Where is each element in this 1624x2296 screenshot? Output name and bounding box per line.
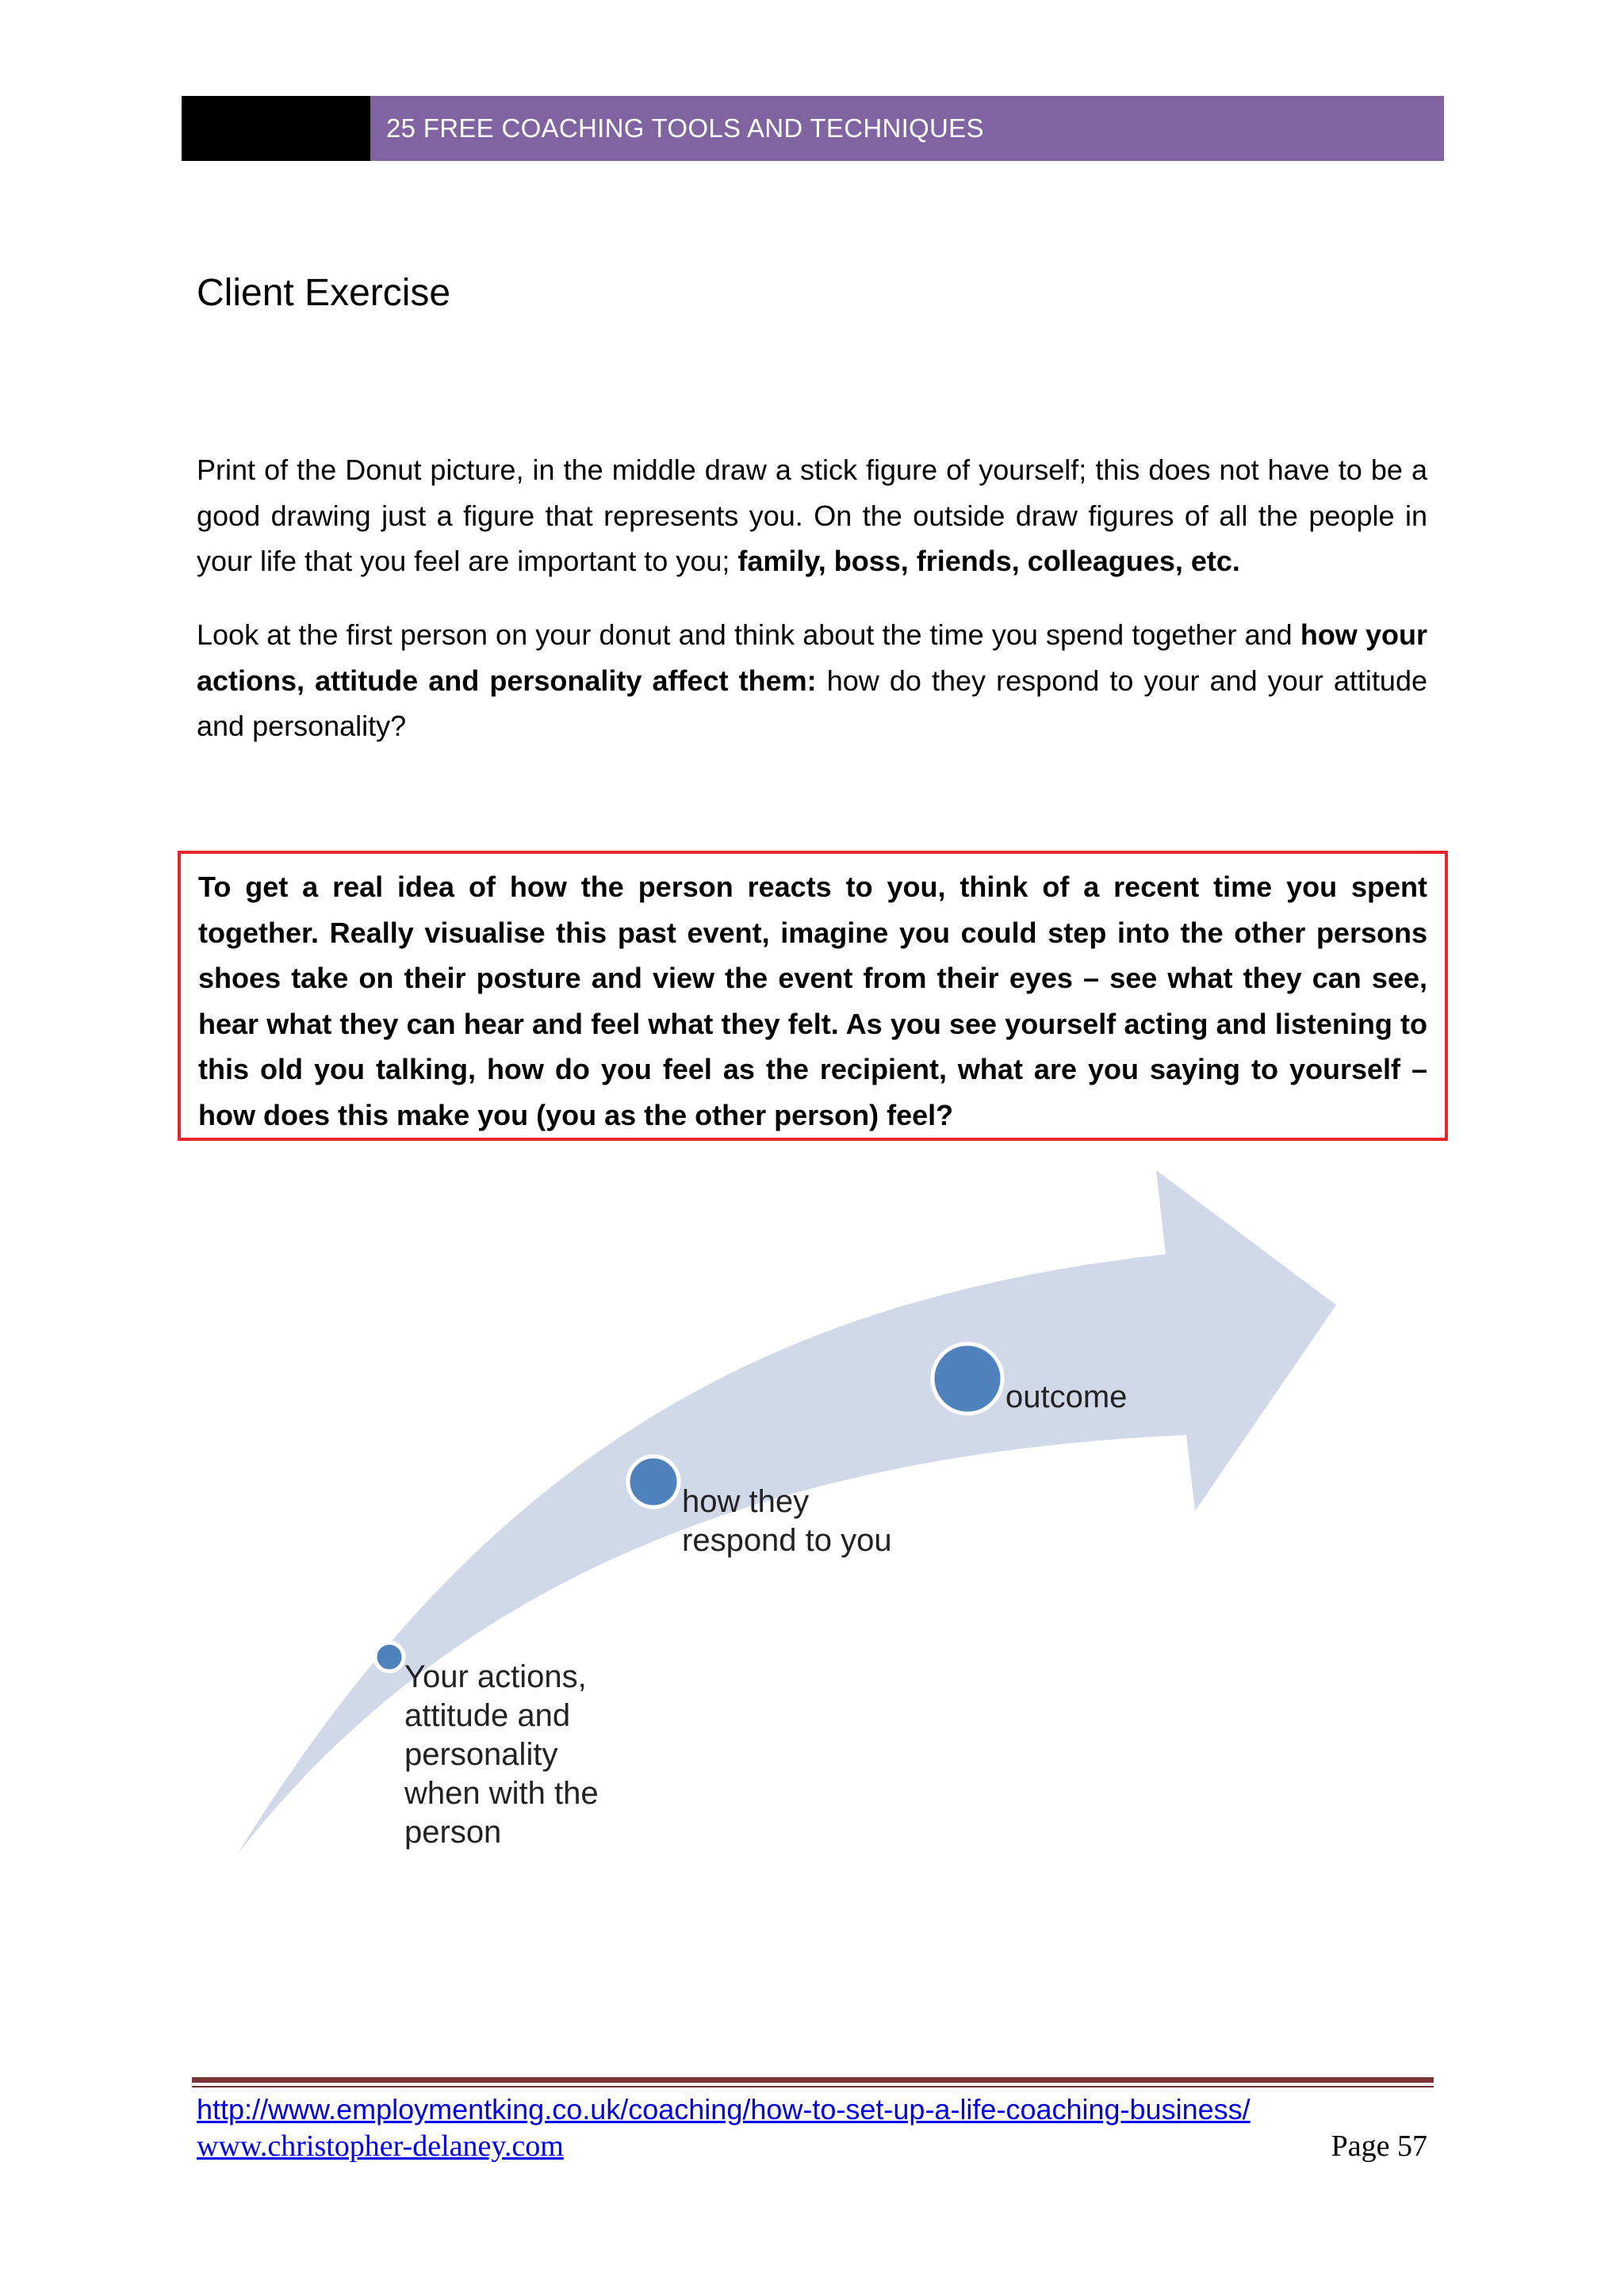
header-bar bbox=[370, 96, 1444, 161]
header-title: 25 FREE COACHING TOOLS AND TECHNIQUES bbox=[386, 113, 984, 143]
callout-text: To get a real idea of how the person reacts to you, think of a recent time you spent together. Really visualise this past event, imagine you could step into the other persons shoes take on their posture and view the event from their eyes – see what they can see, hear what they can hear and feel what they felt. As you see yourself acting and listening to this old you talking, how do you feel as the recipient, what are you saying to yourself – how does this make you (you as the other person) feel? bbox=[198, 871, 1427, 1131]
step-3-label bbox=[1005, 1380, 1127, 1414]
paragraph-first-person-bold: how your actions, attitude and personality affect them: bbox=[197, 618, 1427, 697]
step-2-line-1: how they bbox=[682, 1484, 810, 1519]
step-1-label bbox=[404, 1659, 607, 1850]
step-3-line-1: outcome bbox=[1005, 1380, 1128, 1414]
step-1-line-3: personality bbox=[404, 1737, 558, 1772]
callout-box bbox=[178, 851, 1448, 1141]
step-1-line-2: attitude and bbox=[404, 1698, 571, 1733]
step-2-line-2: respond to you bbox=[682, 1523, 892, 1558]
step-1-line-1: Your actions, bbox=[404, 1659, 587, 1694]
paragraph-first-person-before: Look at the first person on your donut and think about the time you spend together and bbox=[197, 618, 1300, 651]
step-1-line-5: person bbox=[404, 1815, 502, 1850]
step-1 bbox=[375, 1643, 607, 1850]
footer-link-employmentking[interactable]: http://www.employmentking.co.uk/coaching/how-to-set-up-a-life-coaching-business/ bbox=[197, 2093, 1251, 2126]
header-black-block bbox=[182, 96, 370, 161]
step-2-dot bbox=[628, 1456, 679, 1507]
process-arrow-diagram bbox=[0, 1142, 1624, 1903]
step-1-line-4: when with the bbox=[404, 1776, 599, 1811]
footer-rule-thick bbox=[192, 2077, 1434, 2083]
paragraph-donut-bold: family, boss, friends, colleagues, etc. bbox=[737, 545, 1240, 577]
paragraph-first-person bbox=[197, 612, 1427, 749]
paragraph-first-person-after: how do they respond to your and your attitude and personality? bbox=[197, 664, 1428, 742]
footer-link-christopher-delaney[interactable]: www.christopher-delaney.com bbox=[197, 2130, 564, 2163]
paragraph-donut bbox=[197, 447, 1427, 584]
paragraph-donut-text: Print of the Donut picture, in the middle draw a stick figure of yourself; this does not have to be a good drawing just a figure that represents you. On the outside draw figures of all the people in your life that you feel are important to you; bbox=[197, 453, 1427, 577]
step-1-dot bbox=[375, 1643, 404, 1671]
page-number: Page 57 bbox=[1331, 2130, 1427, 2163]
step-3-dot bbox=[933, 1344, 1002, 1414]
footer-rule-thin bbox=[192, 2086, 1434, 2087]
page-heading: Client Exercise bbox=[197, 272, 451, 314]
step-2-label bbox=[682, 1484, 892, 1558]
